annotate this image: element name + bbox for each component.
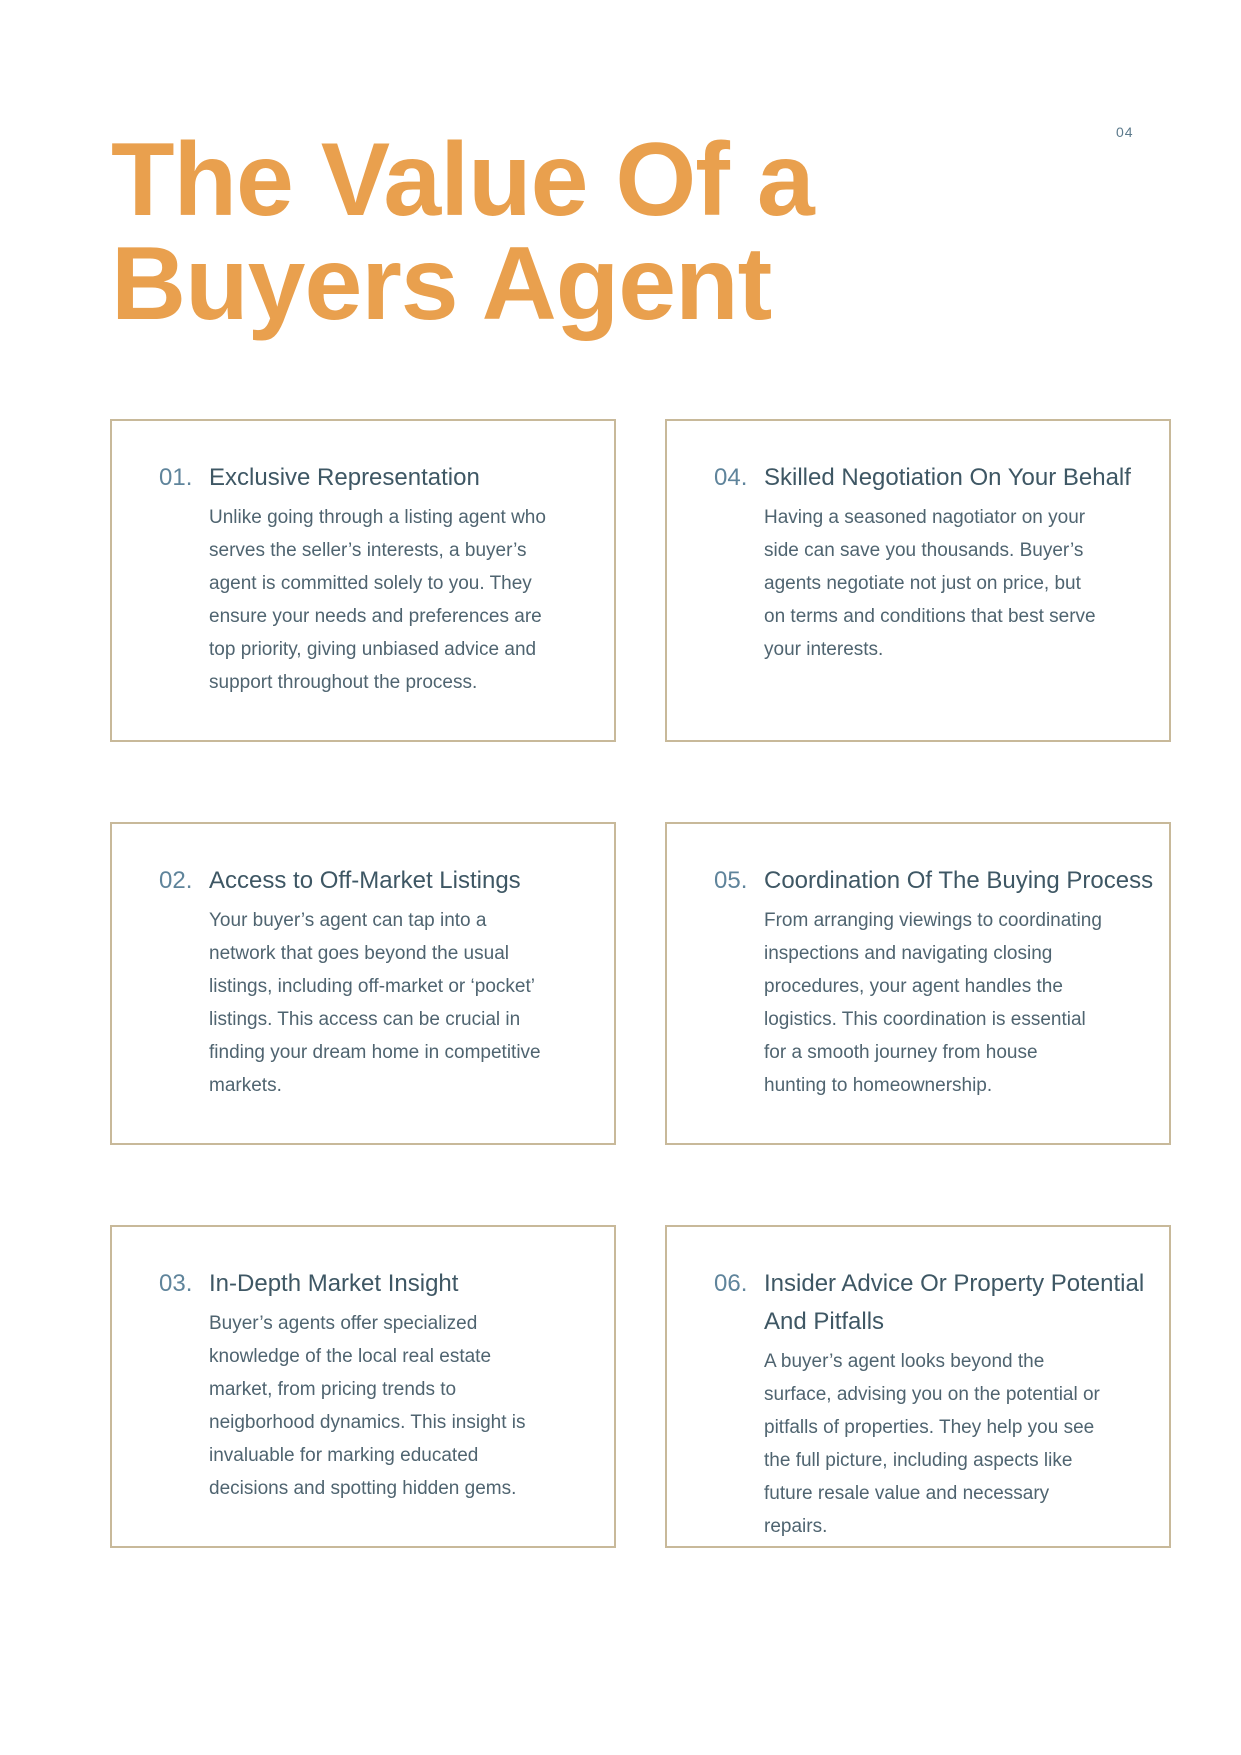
card-number: 03.: [159, 1270, 193, 1297]
page-title: The Value Of a Buyers Agent: [111, 122, 814, 342]
card-title: Coordination Of The Buying Process: [764, 867, 1154, 894]
card-skilled-negotiation: [665, 419, 1171, 742]
card-title: Exclusive Representation: [209, 464, 480, 491]
card-insider-advice: [665, 1225, 1171, 1548]
card-title: In-Depth Market Insight: [209, 1270, 459, 1297]
card-number: 01.: [159, 464, 193, 491]
page-number: 04: [1116, 124, 1134, 140]
card-description: A buyer’s agent looks beyond the surface, advising you on the potential or pitfalls of properties. They help you see the full picture, including aspects like future resale value and necessary repairs.: [764, 1351, 1100, 1537]
card-buying-coordination: [665, 822, 1171, 1145]
card-number: 04.: [714, 464, 748, 491]
card-description: From arranging viewings to coordinating inspections and navigating closing procedures, your agent handles the logistics. This coordination is essential for a smooth journey from house hunting to homeownership.: [764, 910, 1102, 1096]
card-description: Unlike going through a listing agent who serves the seller’s interests, a buyer’s agent is committed solely to you. They ensure your needs and preferences are top priority, giving unbiased advice and support throughout the process.: [209, 507, 546, 693]
card-title: Access to Off-Market Listings: [209, 867, 521, 894]
card-description: Buyer’s agents offer specialized knowledge of the local real estate market, from pricing trends to neigborhood dynamics. This insight is invaluable for marking educated decisions and spotting hidden gems.: [209, 1313, 526, 1499]
card-market-insight: [110, 1225, 616, 1548]
card-title: Insider Advice Or Property Potential And Pitfalls: [764, 1270, 1145, 1335]
card-description: Having a seasoned nagotiator on your side can save you thousands. Buyer’s agents negotiate not just on price, but on terms and conditions that best serve your interests.: [764, 507, 1096, 660]
card-number: 02.: [159, 867, 193, 894]
card-number: 06.: [714, 1270, 748, 1297]
card-exclusive-representation: [110, 419, 616, 742]
card-off-market-listings: [110, 822, 616, 1145]
card-description: Your buyer’s agent can tap into a network that goes beyond the usual listings, including off-market or ‘pocket’ listings. This access can be crucial in finding your dream home in competitive markets.: [209, 910, 541, 1096]
card-title: Skilled Negotiation On Your Behalf: [764, 464, 1131, 491]
card-number: 05.: [714, 867, 748, 894]
